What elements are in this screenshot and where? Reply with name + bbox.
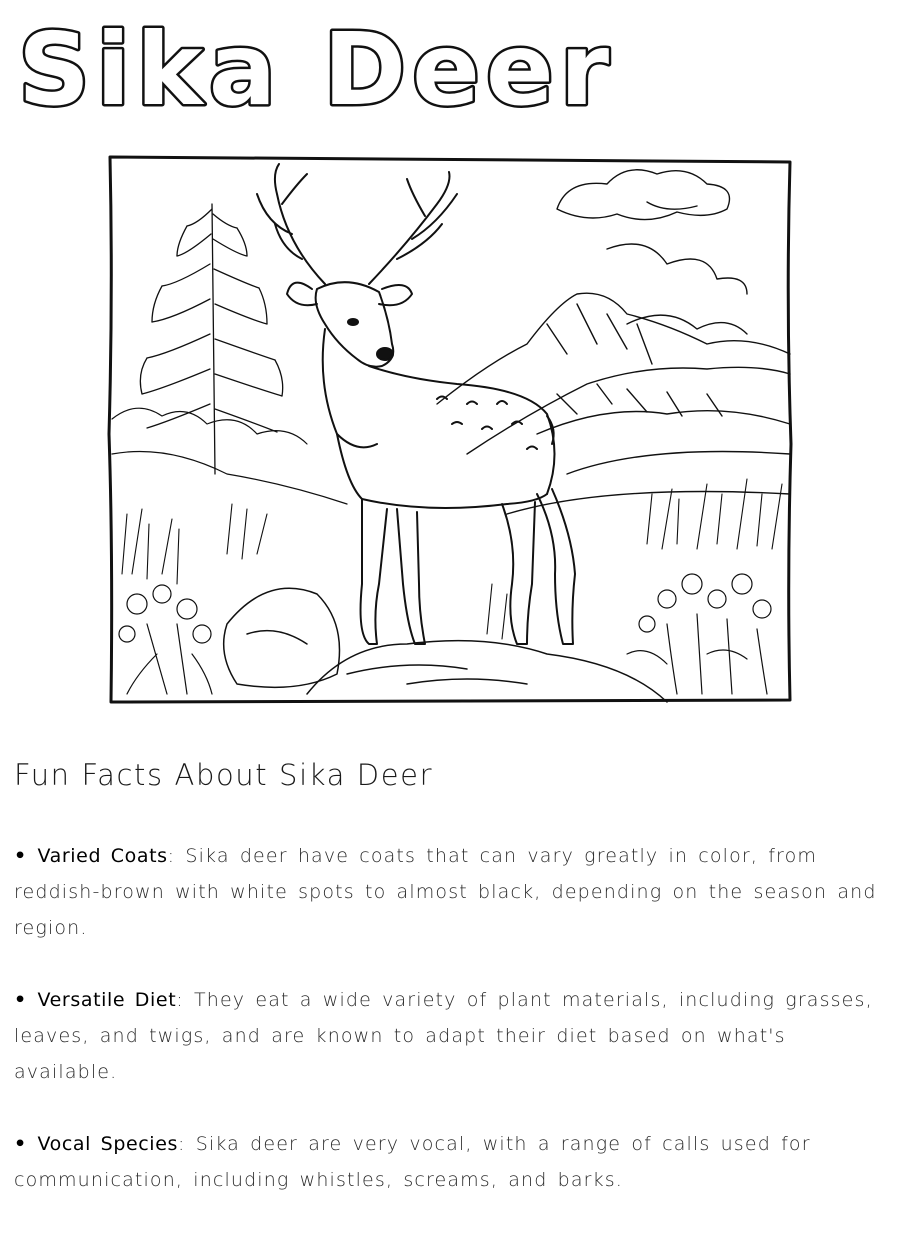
rocks-drawing xyxy=(224,588,667,702)
bullet-icon: • xyxy=(14,1133,28,1155)
flowers-drawing xyxy=(119,574,771,694)
fact-text: : Sika deer have coats that can vary greatly in color, from reddish-brown with white spots to almost black, depending on the season and region. xyxy=(14,845,877,939)
fact-varied-coats xyxy=(14,838,884,946)
page-title-text: Sika Deer xyxy=(18,11,616,128)
pine-tree-drawing xyxy=(140,204,282,474)
illustration-frame xyxy=(109,157,791,702)
bushes-drawing xyxy=(112,408,347,504)
section-heading: Fun Facts About Sika Deer xyxy=(14,758,434,792)
fact-term: Versatile Diet xyxy=(37,989,177,1011)
deer-illustration xyxy=(107,154,793,706)
fact-term: Varied Coats xyxy=(37,845,168,867)
cloud-drawing xyxy=(557,170,747,334)
fun-facts-list xyxy=(14,838,884,1234)
fact-vocal-species xyxy=(14,1126,884,1198)
fact-text: : Sika deer are very vocal, with a range of calls used for communication, including whistles, screams, and barks. xyxy=(14,1133,811,1191)
fact-versatile-diet xyxy=(14,982,884,1090)
fact-term: Vocal Species xyxy=(37,1133,178,1155)
page-title xyxy=(14,11,616,128)
bullet-icon: • xyxy=(14,989,28,1011)
grass-drawing xyxy=(122,479,782,639)
bullet-icon: • xyxy=(14,845,28,867)
page-title-bubble-lettering xyxy=(14,11,616,128)
fact-text: : They eat a wide variety of plant materials, including grasses, leaves, and twigs, and are known to adapt their diet based on what's available. xyxy=(14,989,873,1083)
deer-drawing xyxy=(257,164,575,644)
